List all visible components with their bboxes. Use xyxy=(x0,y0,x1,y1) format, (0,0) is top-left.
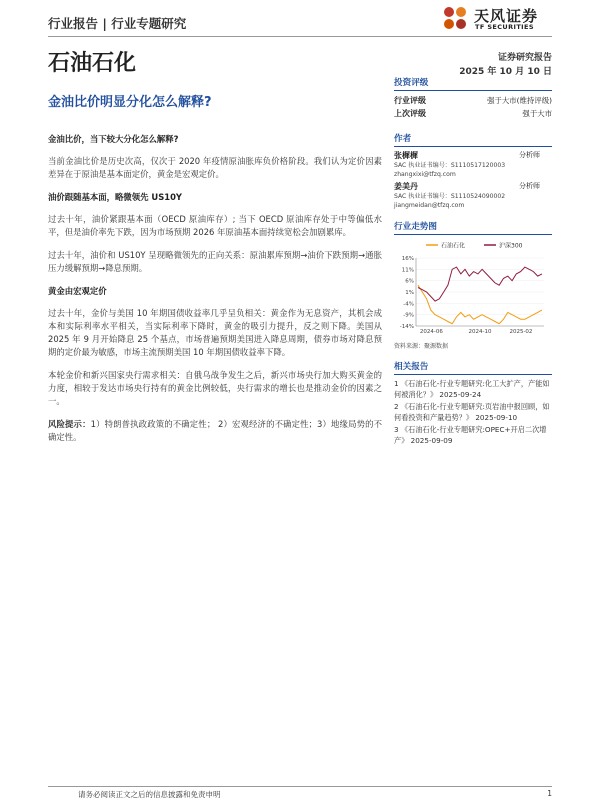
section-heading-oil: 油价跟随基本面，略微领先 US10Y xyxy=(48,192,182,202)
question-heading: 金油比价，当下较大分化怎么解释? xyxy=(48,134,179,144)
author-block xyxy=(394,150,552,179)
logo-text-en: TF SECURITIES xyxy=(475,23,534,31)
chart-source: 资料来源：聚源数据 xyxy=(394,343,449,350)
y-tick-label: 16% xyxy=(401,256,414,262)
author-cert: SAC 执业证书编号：S1110524090002 xyxy=(394,193,506,200)
industry-name: 石油石化 xyxy=(48,51,137,76)
rating-row: 行业评级 强于大市(维持评级) xyxy=(394,96,552,105)
trend-chart-svg xyxy=(394,238,552,338)
report-date: 2025 年 10 月 10 日 xyxy=(459,67,552,77)
trend-heading: 行业走势图 xyxy=(394,220,552,235)
logo-mark-icon xyxy=(440,4,470,34)
paragraph-2: 过去十年，油价紧跟基本面（OECD 原油库存）; 当下 OECD 原油库存处于中等偏低水平，但是油价率先下跌，因为市场预期 2026 年原油基本面持续宽松会加剧累库。 xyxy=(48,214,382,237)
author-role: 分析师 xyxy=(519,151,540,159)
y-tick-label: -4% xyxy=(403,301,414,308)
x-tick-label: 2025-02 xyxy=(509,329,533,335)
related-report-item[interactable]: 1 《石油石化-行业专题研究:化工大扩产，产能如何被消化？》 2025-09-24 xyxy=(394,379,550,399)
footer-disclaimer[interactable]: 请务必阅读正文之后的信息披露和免责申明 xyxy=(78,790,221,799)
x-tick-label: 2024-06 xyxy=(419,329,443,335)
author-name: 姜美丹 xyxy=(394,182,418,191)
paragraph-4: 过去十年，金价与美国 10 年期国债收益率几乎呈负相关：黄金作为无息资产，其机会成本和实际利率水平相关，当实际利率下降时，黄金的吸引力提升，反之则下降。美国从 2025 年 9 月开始降息 25 个基点，市场普遍预期美国进入降息周期，债券市场对降息预期的定价最为敏感，市场主流预期美国 10 年期国债收益率下降。 xyxy=(48,308,382,357)
y-tick-label: 6% xyxy=(405,278,414,285)
paragraph-3: 过去十年，油价和 US10Y 呈现略微领先的正向关系：原油累库预期→油价下跌预期→通胀压力缓解预期→降息预期。 xyxy=(48,250,382,273)
footer-divider xyxy=(48,786,552,787)
y-tick-label: -9% xyxy=(403,312,414,319)
author-cert: SAC 执业证书编号：S1110517120003 xyxy=(394,162,506,169)
y-tick-label: 1% xyxy=(405,290,414,296)
legend-label-0: 石油石化 xyxy=(441,242,466,250)
author-email[interactable]: jiangmeidan@tfzq.com xyxy=(394,202,465,209)
report-type: 行业报告 | 行业专题研究 xyxy=(48,16,187,31)
logo-text-cn: 天风证券 xyxy=(474,7,539,25)
report-kind: 证券研究报告 xyxy=(497,53,552,63)
main-body xyxy=(48,133,382,454)
series-line-0 xyxy=(418,285,542,324)
trend-chart xyxy=(394,238,552,338)
page-number: 1 xyxy=(547,789,552,798)
author-name: 张樨樨 xyxy=(394,151,418,160)
sidebar xyxy=(394,76,552,447)
author-role: 分析师 xyxy=(519,182,540,190)
report-title: 金油比价明显分化怎么解释? xyxy=(48,95,212,110)
x-tick-label: 2024-10 xyxy=(468,329,492,335)
related-heading: 相关报告 xyxy=(394,360,552,375)
section-heading-gold: 黄金由宏观定价 xyxy=(48,286,107,296)
risk-label: 风险提示： xyxy=(48,419,91,429)
header-divider xyxy=(48,36,552,37)
risk-text: 1）特朗普执政政策的不确定性； 2）宏观经济的不确定性；3）地缘局势的不确定性。 xyxy=(48,419,383,442)
rating-row: 上次评级 强于大市 xyxy=(394,109,552,118)
y-tick-label: 11% xyxy=(401,267,414,274)
related-report-item[interactable]: 2 《石油石化-行业专题研究:页岩油中报回顾，如何看投资和产量趋势？》 2025-09-10 xyxy=(394,402,550,422)
y-tick-label: -14% xyxy=(399,324,414,330)
rating-heading: 投资评级 xyxy=(394,76,552,91)
company-logo xyxy=(440,4,560,34)
legend-label-1: 沪深300 xyxy=(499,242,523,250)
related-report-item[interactable]: 3 《石油石化-行业专题研究:OPEC+开启二次增产》 2025-09-09 xyxy=(394,425,547,445)
paragraph-5: 本轮金价和新兴国家央行需求相关：自俄乌战争发生之后，新兴市场央行加大购买黄金的力度，相较于发达市场央行持有的黄金比例较低，央行需求的增长也是推动金价的因素之一。 xyxy=(48,370,382,406)
paragraph-1: 当前金油比价是历史次高，仅次于 2020 年疫情原油胀库负价格阶段。我们认为定价因素差异在于原油是基本面定价，黄金是宏观定价。 xyxy=(48,156,382,179)
author-email[interactable]: zhangxixi@tfzq.com xyxy=(394,171,456,178)
risk-warning xyxy=(48,418,382,444)
authors-heading: 作者 xyxy=(394,132,552,147)
author-block xyxy=(394,181,552,210)
series-line-1 xyxy=(418,267,542,301)
